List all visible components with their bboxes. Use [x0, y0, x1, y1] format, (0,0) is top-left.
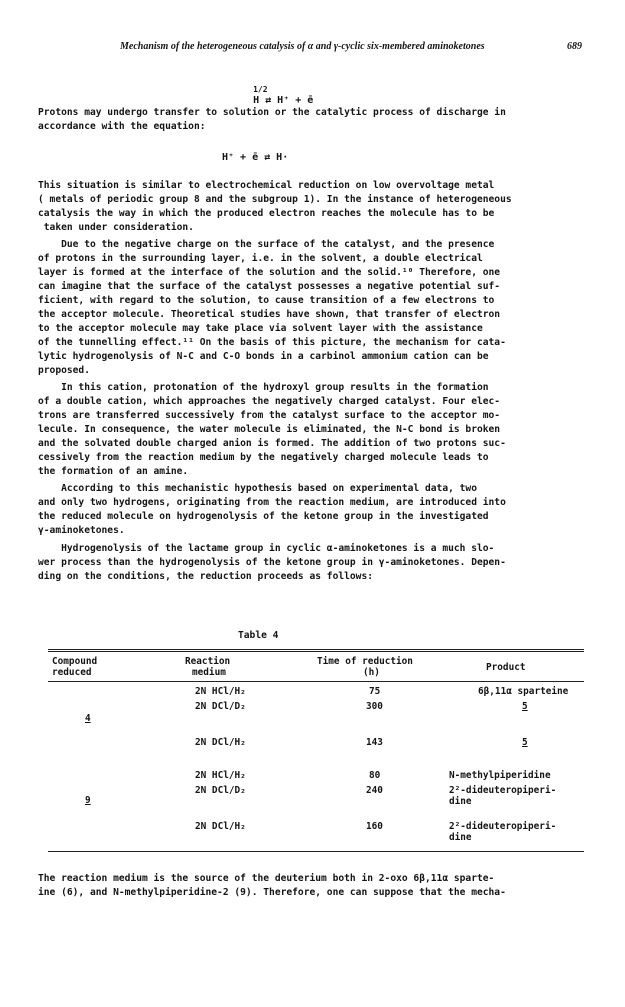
product-cell: N-methylpiperidine [449, 770, 551, 781]
header-compound: Compound [52, 656, 98, 667]
compound-4: 4 [85, 713, 91, 724]
product-cell: 5 [522, 737, 528, 748]
paragraph-line: accordance with the equation: [38, 121, 206, 132]
time-cell: 143 [366, 737, 383, 748]
header-medium-2: medium [192, 667, 226, 678]
paragraph-line: Protons may undergo transfer to solution or the catalytic process of discharge in [38, 107, 506, 118]
paragraph-line: According to this mechanistic hypothesis based on experimental data, two [38, 483, 477, 494]
paragraph-line: lecule. In consequence, the water molecule is eliminated, the N-C bond is broken [38, 424, 501, 435]
page-number: 689 [567, 41, 582, 52]
table-caption: Table 4 [238, 630, 279, 641]
paragraph-line: the acceptor molecule. Theoretical studies have shown, that transfer of electron [38, 309, 501, 320]
running-title: Mechanism of the heterogeneous catalysis of α and γ-cyclic six-membered aminoketones [120, 41, 485, 52]
product-cell: 2²-dideuteropiperi- [449, 785, 557, 796]
product-cell: 2²-dideuteropiperi- [449, 821, 557, 832]
paragraph-line: the formation of an amine. [38, 466, 189, 477]
paragraph-line: ( metals of periodic group 8 and the subgroup 1). In the instance of heterogeneous [38, 194, 512, 205]
medium-cell: 2N DCl/H₂ [195, 821, 246, 832]
paragraph-line: of the tunnelling effect.¹¹ On the basis of this picture, the mechanism for cata- [38, 337, 506, 348]
paragraph-line: to the acceptor molecule may take place via solvent layer with the assistance [38, 323, 483, 334]
equation-2: H⁺ + ē ⇄ H· [222, 152, 289, 163]
equation-1-body: H ⇄ H⁺ + ē [253, 95, 314, 106]
paragraph-line: ine (6), and N-methylpiperidine-2 (9). Therefore, one can suppose that the mecha- [38, 887, 506, 898]
paragraph-line: and the solvated double charged anion is formed. The addition of two protons suc- [38, 438, 506, 449]
paragraph-line: In this cation, protonation of the hydroxyl group results in the formation [38, 382, 489, 393]
paragraph-line: of a double cation, which approaches the negatively charged catalyst. Four elec- [38, 396, 501, 407]
paragraph-line: can imagine that the surface of the catalyst possesses a negative potential suf- [38, 281, 501, 292]
paragraph-line: The reaction medium is the source of the deuterium both in 2-oxo 6β,11α sparte- [38, 873, 495, 884]
paragraph-line: This situation is similar to electrochemical reduction on low overvoltage metal [38, 180, 495, 191]
paragraph-line: and only two hydrogens, originating from the reaction medium, are introduced into [38, 497, 506, 508]
table-bottom-rule [48, 851, 584, 852]
table-header-rule [48, 681, 584, 682]
time-cell: 75 [369, 686, 381, 697]
paragraph-line: trons are transferred successively from the catalyst surface to the acceptor mo- [38, 410, 501, 421]
paragraph-line: catalysis the way in which the produced electron reaches the molecule has to be [38, 208, 495, 219]
header-compound-2: reduced [52, 667, 92, 678]
paragraph-line: ding on the conditions, the reduction proceeds as follows: [38, 571, 374, 582]
compound-9: 9 [85, 795, 91, 806]
paragraph-line: cessively from the reaction medium by the negatively charged molecule leads to [38, 452, 489, 463]
paragraph-line: Hydrogenolysis of the lactame group in cyclic α-aminoketones is a much slo- [38, 543, 495, 554]
table-top-rule [48, 649, 584, 650]
equation-1-fraction: 1/2 [253, 85, 268, 94]
paragraph-line: proposed. [38, 365, 90, 376]
paragraph-line: of protons in the surrounding layer, i.e. in the solvent, a double electrical [38, 253, 483, 264]
header-product: Product [486, 662, 526, 673]
table-top-rule-2 [48, 651, 584, 652]
time-cell: 160 [366, 821, 383, 832]
header-medium: Reaction [185, 656, 231, 667]
paragraph-line: taken under consideration. [38, 222, 194, 233]
time-cell: 300 [366, 701, 383, 712]
paragraph-line: lytic hydrogenolysis of N-C and C-O bonds in a carbinol ammonium cation can be [38, 351, 489, 362]
paragraph-line: wer process than the hydrogenolysis of the ketone group in γ-aminoketones. Depen- [38, 557, 506, 568]
paragraph-line: ficient, with regard to the solution, to cause transition of a few electrons to [38, 295, 495, 306]
paragraph-line: layer is formed at the interface of the solution and the solid.¹⁰ Therefore, one [38, 267, 501, 278]
medium-cell: 2N HCl/H₂ [195, 770, 246, 781]
medium-cell: 2N DCl/H₂ [195, 737, 246, 748]
header-time-2: (h) [363, 667, 380, 678]
product-cell-cont: dine [449, 796, 472, 807]
product-cell-cont: dine [449, 832, 472, 843]
medium-cell: 2N DCl/D₂ [195, 701, 246, 712]
time-cell: 240 [366, 785, 383, 796]
product-cell: 5 [522, 701, 528, 712]
paragraph-line: the reduced molecule on hydrogenolysis of the ketone group in the investigated [38, 511, 489, 522]
medium-cell: 2N DCl/D₂ [195, 785, 246, 796]
medium-cell: 2N HCl/H₂ [195, 686, 246, 697]
time-cell: 80 [369, 770, 381, 781]
paragraph-line: γ-aminoketones. [38, 525, 125, 536]
paragraph-line: Due to the negative charge on the surface of the catalyst, and the presence [38, 239, 495, 250]
header-time: Time of reduction [317, 656, 413, 667]
product-cell: 6β,11α sparteine [478, 686, 569, 697]
